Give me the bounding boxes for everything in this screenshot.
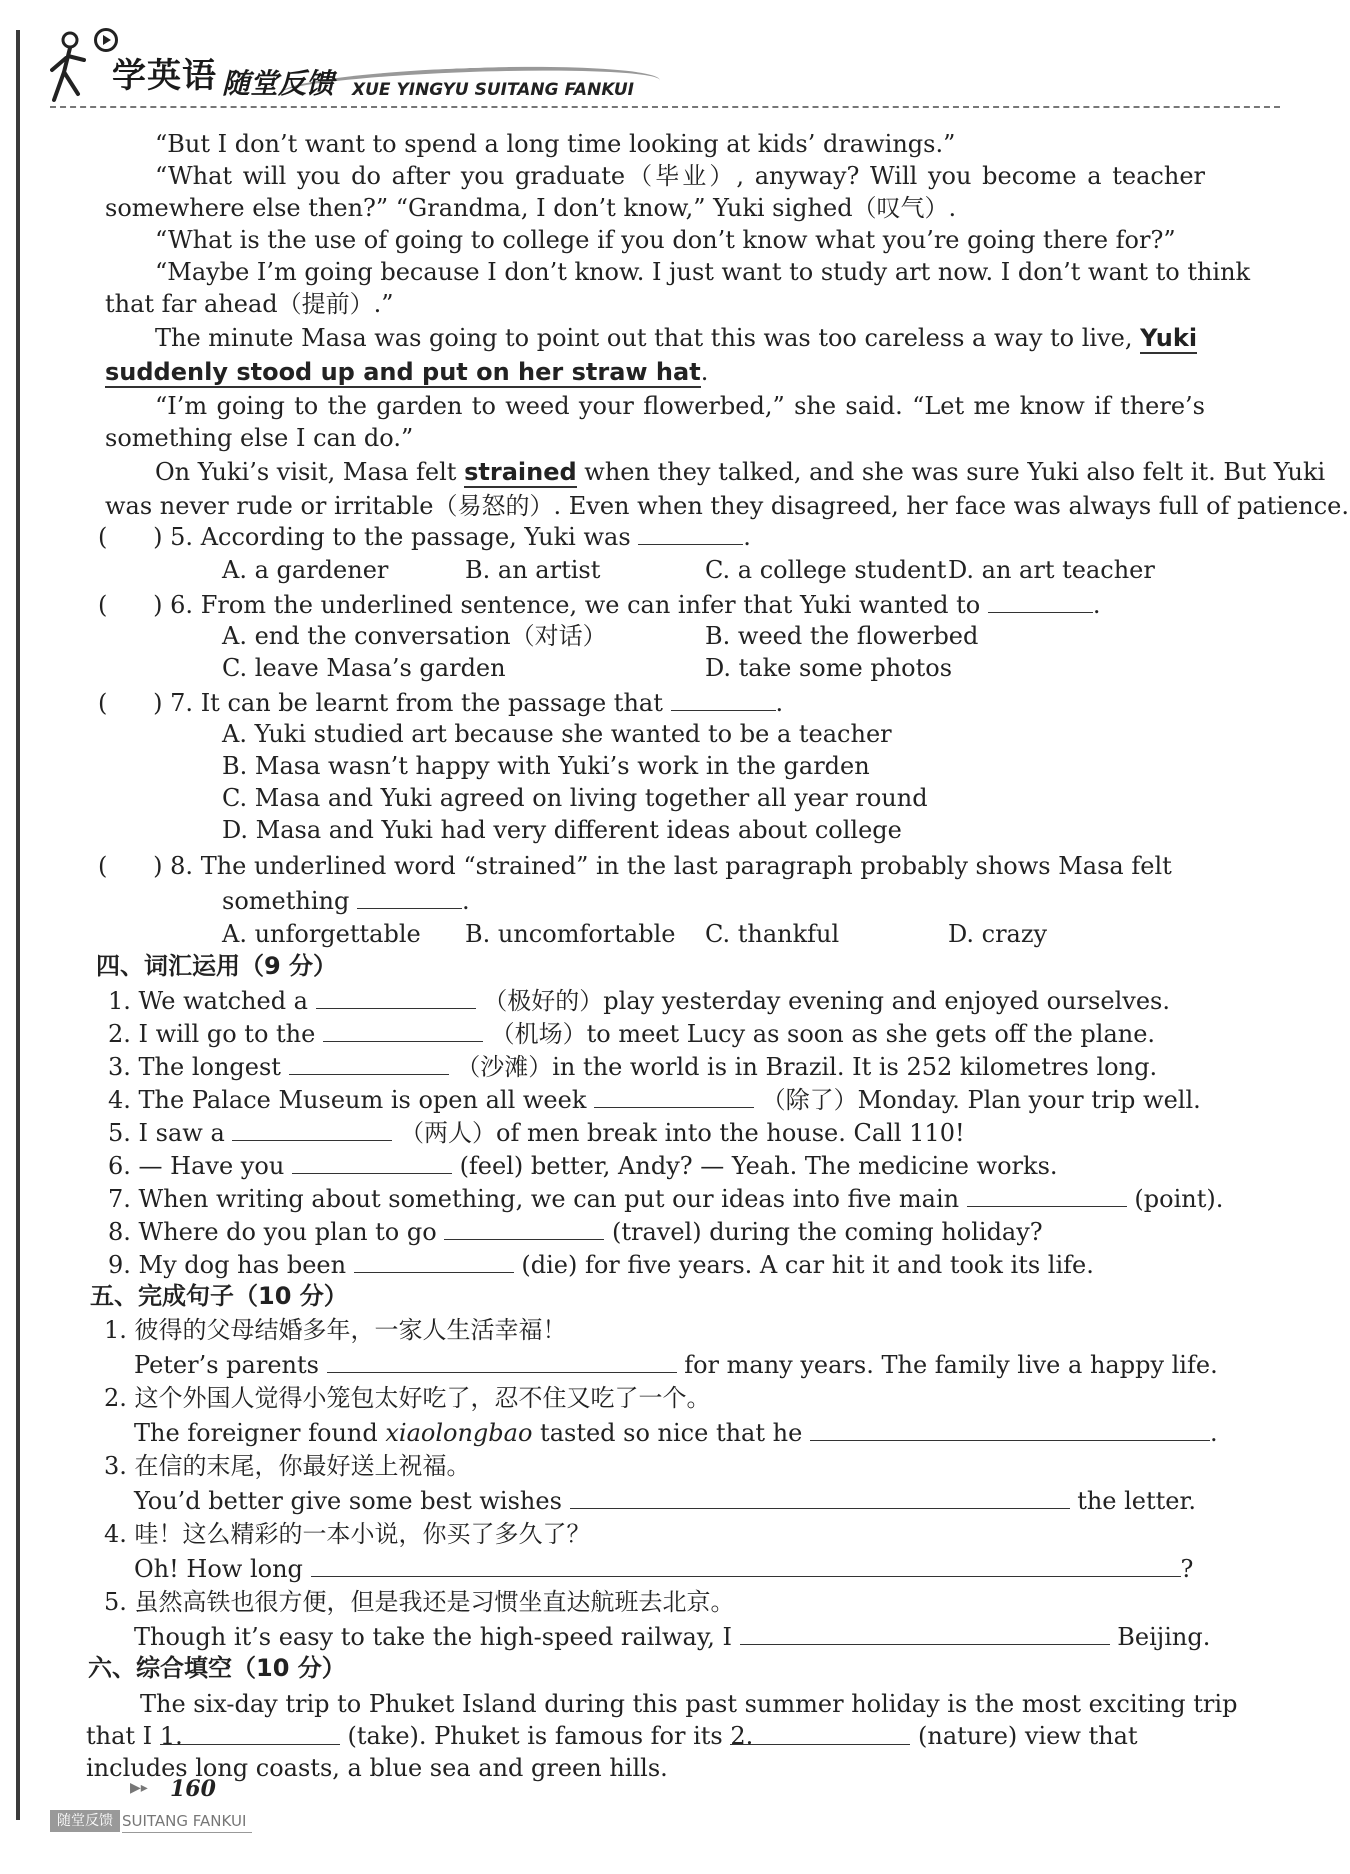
underlined-word: strained — [464, 458, 577, 486]
answer-blank[interactable] — [740, 1622, 1110, 1645]
vocab-item: 4. The Palace Museum is open all week （除了）Monday. Plan your trip well. — [108, 1086, 1201, 1114]
option: D. Masa and Yuki had very different ideas about college — [222, 816, 902, 844]
cloze-blank-2[interactable]: 2. — [730, 1722, 910, 1745]
passage-line: “What will you do after you graduate（毕业）, anyway? Will you become a teacher — [155, 162, 1205, 190]
header-subtitle-en: XUE YINGYU SUITANG FANKUI — [352, 80, 635, 100]
vocab-item: 7. When writing about something, we can put our ideas into five main (point). — [108, 1185, 1224, 1213]
option: A. unforgettable — [222, 920, 421, 948]
passage-text: when they talked, and she was sure Yuki also felt it. But Yuki — [584, 458, 1326, 486]
section-title: 四、词汇运用（9 分） — [96, 952, 338, 980]
cloze-line: The six-day trip to Phuket Island during this past summer holiday is the most exciting trip — [140, 1690, 1238, 1718]
vocab-item: 5. I saw a （两人）of men break into the house. Call 110! — [108, 1119, 965, 1147]
answer-blank[interactable] — [316, 986, 476, 1009]
question-8-cont: something . — [222, 887, 470, 915]
footer-tag: 随堂反馈 — [50, 1810, 120, 1832]
answer-blank[interactable] — [570, 1486, 1070, 1509]
header-subtitle-cn: 随堂反馈 — [222, 67, 335, 100]
passage-line: “But I don’t want to spend a long time looking at kids’ drawings.” — [155, 130, 956, 158]
page-number: 160 — [170, 1776, 216, 1802]
option: D. crazy — [948, 920, 1048, 948]
passage-line: “Maybe I’m going because I don’t know. I just want to study art now. I don’t want to think — [155, 258, 1251, 286]
answer-blank[interactable] — [292, 1151, 452, 1174]
sentence-cn: 3. 在信的末尾，你最好送上祝福。 — [104, 1452, 471, 1480]
option: D. take some photos — [705, 654, 953, 682]
option: A. a gardener — [222, 556, 389, 584]
vocab-item: 8. Where do you plan to go (travel) during the coming holiday? — [108, 1218, 1043, 1246]
passage-line: was never rude or irritable（易怒的）. Even when they disagreed, her face was always full of patience. — [105, 492, 1349, 520]
passage-text: On Yuki’s visit, Masa felt — [155, 458, 457, 486]
passage-line — [155, 458, 1325, 486]
sentence-cn: 4. 哇！这么精彩的一本小说，你买了多久了？ — [104, 1520, 591, 1548]
footer-tag-en: SUITANG FANKUI — [122, 1812, 247, 1830]
footer-divider — [122, 1832, 252, 1833]
answer-blank[interactable] — [671, 688, 776, 711]
passage-text: . — [700, 358, 709, 386]
answer-blank[interactable] — [354, 1250, 514, 1273]
runner-figure-icon — [50, 30, 90, 110]
sentence-en: The foreigner found xiaolongbao tasted so nice that he . — [134, 1419, 1218, 1447]
option: C. Masa and Yuki agreed on living together all year round — [222, 784, 928, 812]
answer-blank[interactable] — [357, 886, 462, 909]
passage-line: “I’m going to the garden to weed your flowerbed,” she said. “Let me know if there’s — [155, 392, 1205, 420]
answer-blank[interactable] — [638, 522, 743, 545]
question-6: ( ) 6. From the underlined sentence, we can infer that Yuki wanted to . — [98, 591, 1101, 619]
header-divider — [50, 106, 1280, 108]
question-8: ( ) 8. The underlined word “strained” in the last paragraph probably shows Masa felt — [98, 852, 1172, 880]
answer-blank[interactable] — [988, 590, 1093, 613]
sentence-en: Peter’s parents for many years. The family live a happy life. — [134, 1351, 1218, 1379]
page-arrow-icon: ▶▸ — [130, 1780, 148, 1796]
vocab-item: 2. I will go to the （机场）to meet Lucy as soon as she gets off the plane. — [108, 1020, 1156, 1048]
option: C. a college student — [705, 556, 947, 584]
section-title: 六、综合填空（10 分） — [88, 1654, 346, 1682]
margin-bar — [16, 30, 20, 1820]
vocab-item: 9. My dog has been (die) for five years. A car hit it and took its life. — [108, 1251, 1094, 1279]
cloze-line: includes long coasts, a blue sea and green hills. — [86, 1754, 668, 1782]
passage-line — [105, 358, 708, 386]
answer-blank[interactable] — [327, 1350, 677, 1373]
passage-line — [155, 324, 1197, 352]
answer-blank[interactable] — [810, 1418, 1210, 1441]
answer-blank[interactable] — [311, 1554, 1181, 1577]
answer-blank[interactable] — [232, 1118, 392, 1141]
passage-line: that far ahead（提前）.” — [105, 290, 394, 318]
question-7: ( ) 7. It can be learnt from the passage that . — [98, 689, 784, 717]
option: B. an artist — [465, 556, 601, 584]
option: A. Yuki studied art because she wanted to be a teacher — [222, 720, 892, 748]
option: A. end the conversation（对话） — [222, 622, 607, 650]
underlined-sentence-start: Yuki — [1140, 324, 1198, 352]
sentence-cn: 2. 这个外国人觉得小笼包太好吃了，忍不住又吃了一个。 — [104, 1384, 711, 1412]
cloze-line: that I 1. (take). Phuket is famous for its 2. (nature) view that — [86, 1722, 1138, 1750]
page-header — [50, 18, 1050, 118]
option: B. uncomfortable — [465, 920, 676, 948]
sentence-en: You’d better give some best wishes the letter. — [134, 1487, 1196, 1515]
passage-text: The minute Masa was going to point out that this was too careless a way to live, — [155, 324, 1133, 352]
vocab-item: 6. — Have you (feel) better, Andy? — Yeah. The medicine works. — [108, 1152, 1058, 1180]
section-title: 五、完成句子（10 分） — [90, 1282, 348, 1310]
answer-blank[interactable] — [323, 1019, 483, 1042]
option: D. an art teacher — [948, 556, 1155, 584]
answer-blank[interactable] — [967, 1184, 1127, 1207]
passage-line: something else I can do.” — [105, 424, 414, 452]
answer-blank[interactable] — [594, 1085, 754, 1108]
cloze-blank-1[interactable]: 1. — [160, 1722, 340, 1745]
sentence-cn: 5. 虽然高铁也很方便，但是我还是习惯坐直达航班去北京。 — [104, 1588, 735, 1616]
header-title: 学英语 — [112, 56, 217, 96]
question-5: ( ) 5. According to the passage, Yuki was . — [98, 523, 751, 551]
sentence-cn: 1. 彼得的父母结婚多年，一家人生活幸福！ — [104, 1316, 567, 1344]
vocab-item: 3. The longest （沙滩）in the world is in Brazil. It is 252 kilometres long. — [108, 1053, 1158, 1081]
vocab-item: 1. We watched a （极好的）play yesterday evening and enjoyed ourselves. — [108, 987, 1170, 1015]
underlined-sentence: suddenly stood up and put on her straw hat — [105, 358, 701, 386]
option: C. thankful — [705, 920, 840, 948]
option: B. weed the flowerbed — [705, 622, 979, 650]
sentence-en: Oh! How long ? — [134, 1555, 1194, 1583]
option: C. leave Masa’s garden — [222, 654, 506, 682]
answer-blank[interactable] — [289, 1052, 449, 1075]
sentence-en: Though it’s easy to take the high-speed railway, I Beijing. — [134, 1623, 1211, 1651]
answer-blank[interactable] — [444, 1217, 604, 1240]
option: B. Masa wasn’t happy with Yuki’s work in the garden — [222, 752, 870, 780]
passage-line: “What is the use of going to college if you don’t know what you’re going there for?” — [155, 226, 1176, 254]
passage-line: somewhere else then?” “Grandma, I don’t know,” Yuki sighed（叹气）. — [105, 194, 957, 222]
